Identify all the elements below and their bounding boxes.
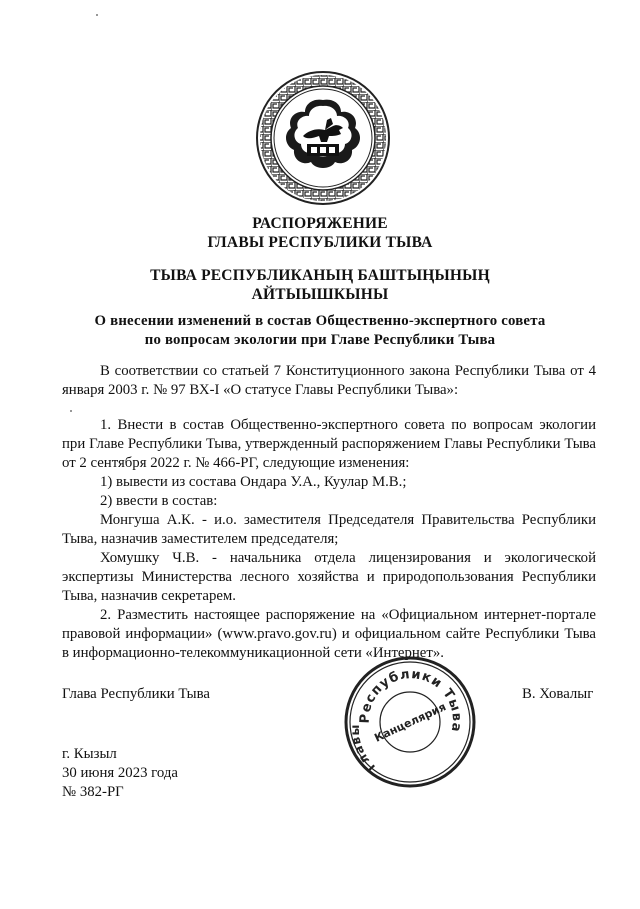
signatory-name: В. Ховалыг [522,686,594,702]
tuvan-title-line-2: АЙТЫЫШКЫНЫ [251,286,389,303]
stamp-left-text: Главы [347,723,378,775]
scan-speck [96,14,98,16]
signatory-position: Глава Республики Тыва [62,686,210,702]
subject-line-2: по вопросам экологии при Главе Республики Тыва [144,332,496,348]
appointee-1: Монгуша А.К. - и.о. заместителя Председателя Правительства Республики Тыва, назначив заместителем председателя; [62,512,596,547]
tuvan-title-line-1: ТЫВА РЕСПУБЛИКАНЫҢ БАШТЫҢЫНЫҢ [150,267,490,284]
issue-city: г. Кызыл [62,746,117,762]
preamble-text: В соответствии со статьей 7 Конституционного закона Республики Тыва от 4 января 2003 г. № 97 ВХ-I «О статусе Главы Республики Тыва»: [62,363,596,398]
tuvan-title [0,266,640,304]
item-1-sub-2: 2) ввести в состав: [100,493,218,509]
official-stamp [340,652,480,792]
title-line-1: РАСПОРЯЖЕНИЕ [252,215,388,232]
coat-of-arms-emblem [255,70,391,206]
scan-speck [70,410,72,412]
issue-date: 30 июня 2023 года [62,765,178,781]
preamble [62,362,596,400]
order-items [62,416,596,663]
stamp-inner-text: Канцелярия [372,700,449,745]
document-title [0,214,640,252]
issue-details [62,745,178,802]
document-subject [0,312,640,350]
subject-line-1: О внесении изменений в состав Общественно-экспертного совета [94,313,546,329]
item-1: 1. Внести в состав Общественно-экспертного совета по вопросам экологии при Главе Республики Тыва, утвержденный распоряжением Главы Республики Тыва от 2 сентября 2022 г. № 466-РГ, следующие изменения: [62,417,596,471]
stamp-outer-text: Республики Тыва [357,667,465,734]
appointee-2: Хомушку Ч.В. - начальника отдела лицензирования и экологической экспертизы Министерства лесного хозяйства и природопользования Республики Тыва, назначив секретарем. [62,550,596,604]
item-1-sub-1: 1) вывести из состава Ондара У.А., Куулар М.В.; [100,474,407,490]
item-2: 2. Разместить настоящее распоряжение на «Официальном интернет-портале правовой информации» (www.pravo.gov.ru) и официальном сайте Республики Тыва в информационно-телекоммуникационной сети «Интернет». [62,607,596,661]
title-line-2: ГЛАВЫ РЕСПУБЛИКИ ТЫВА [207,234,433,251]
issue-number: № 382-РГ [62,784,124,800]
